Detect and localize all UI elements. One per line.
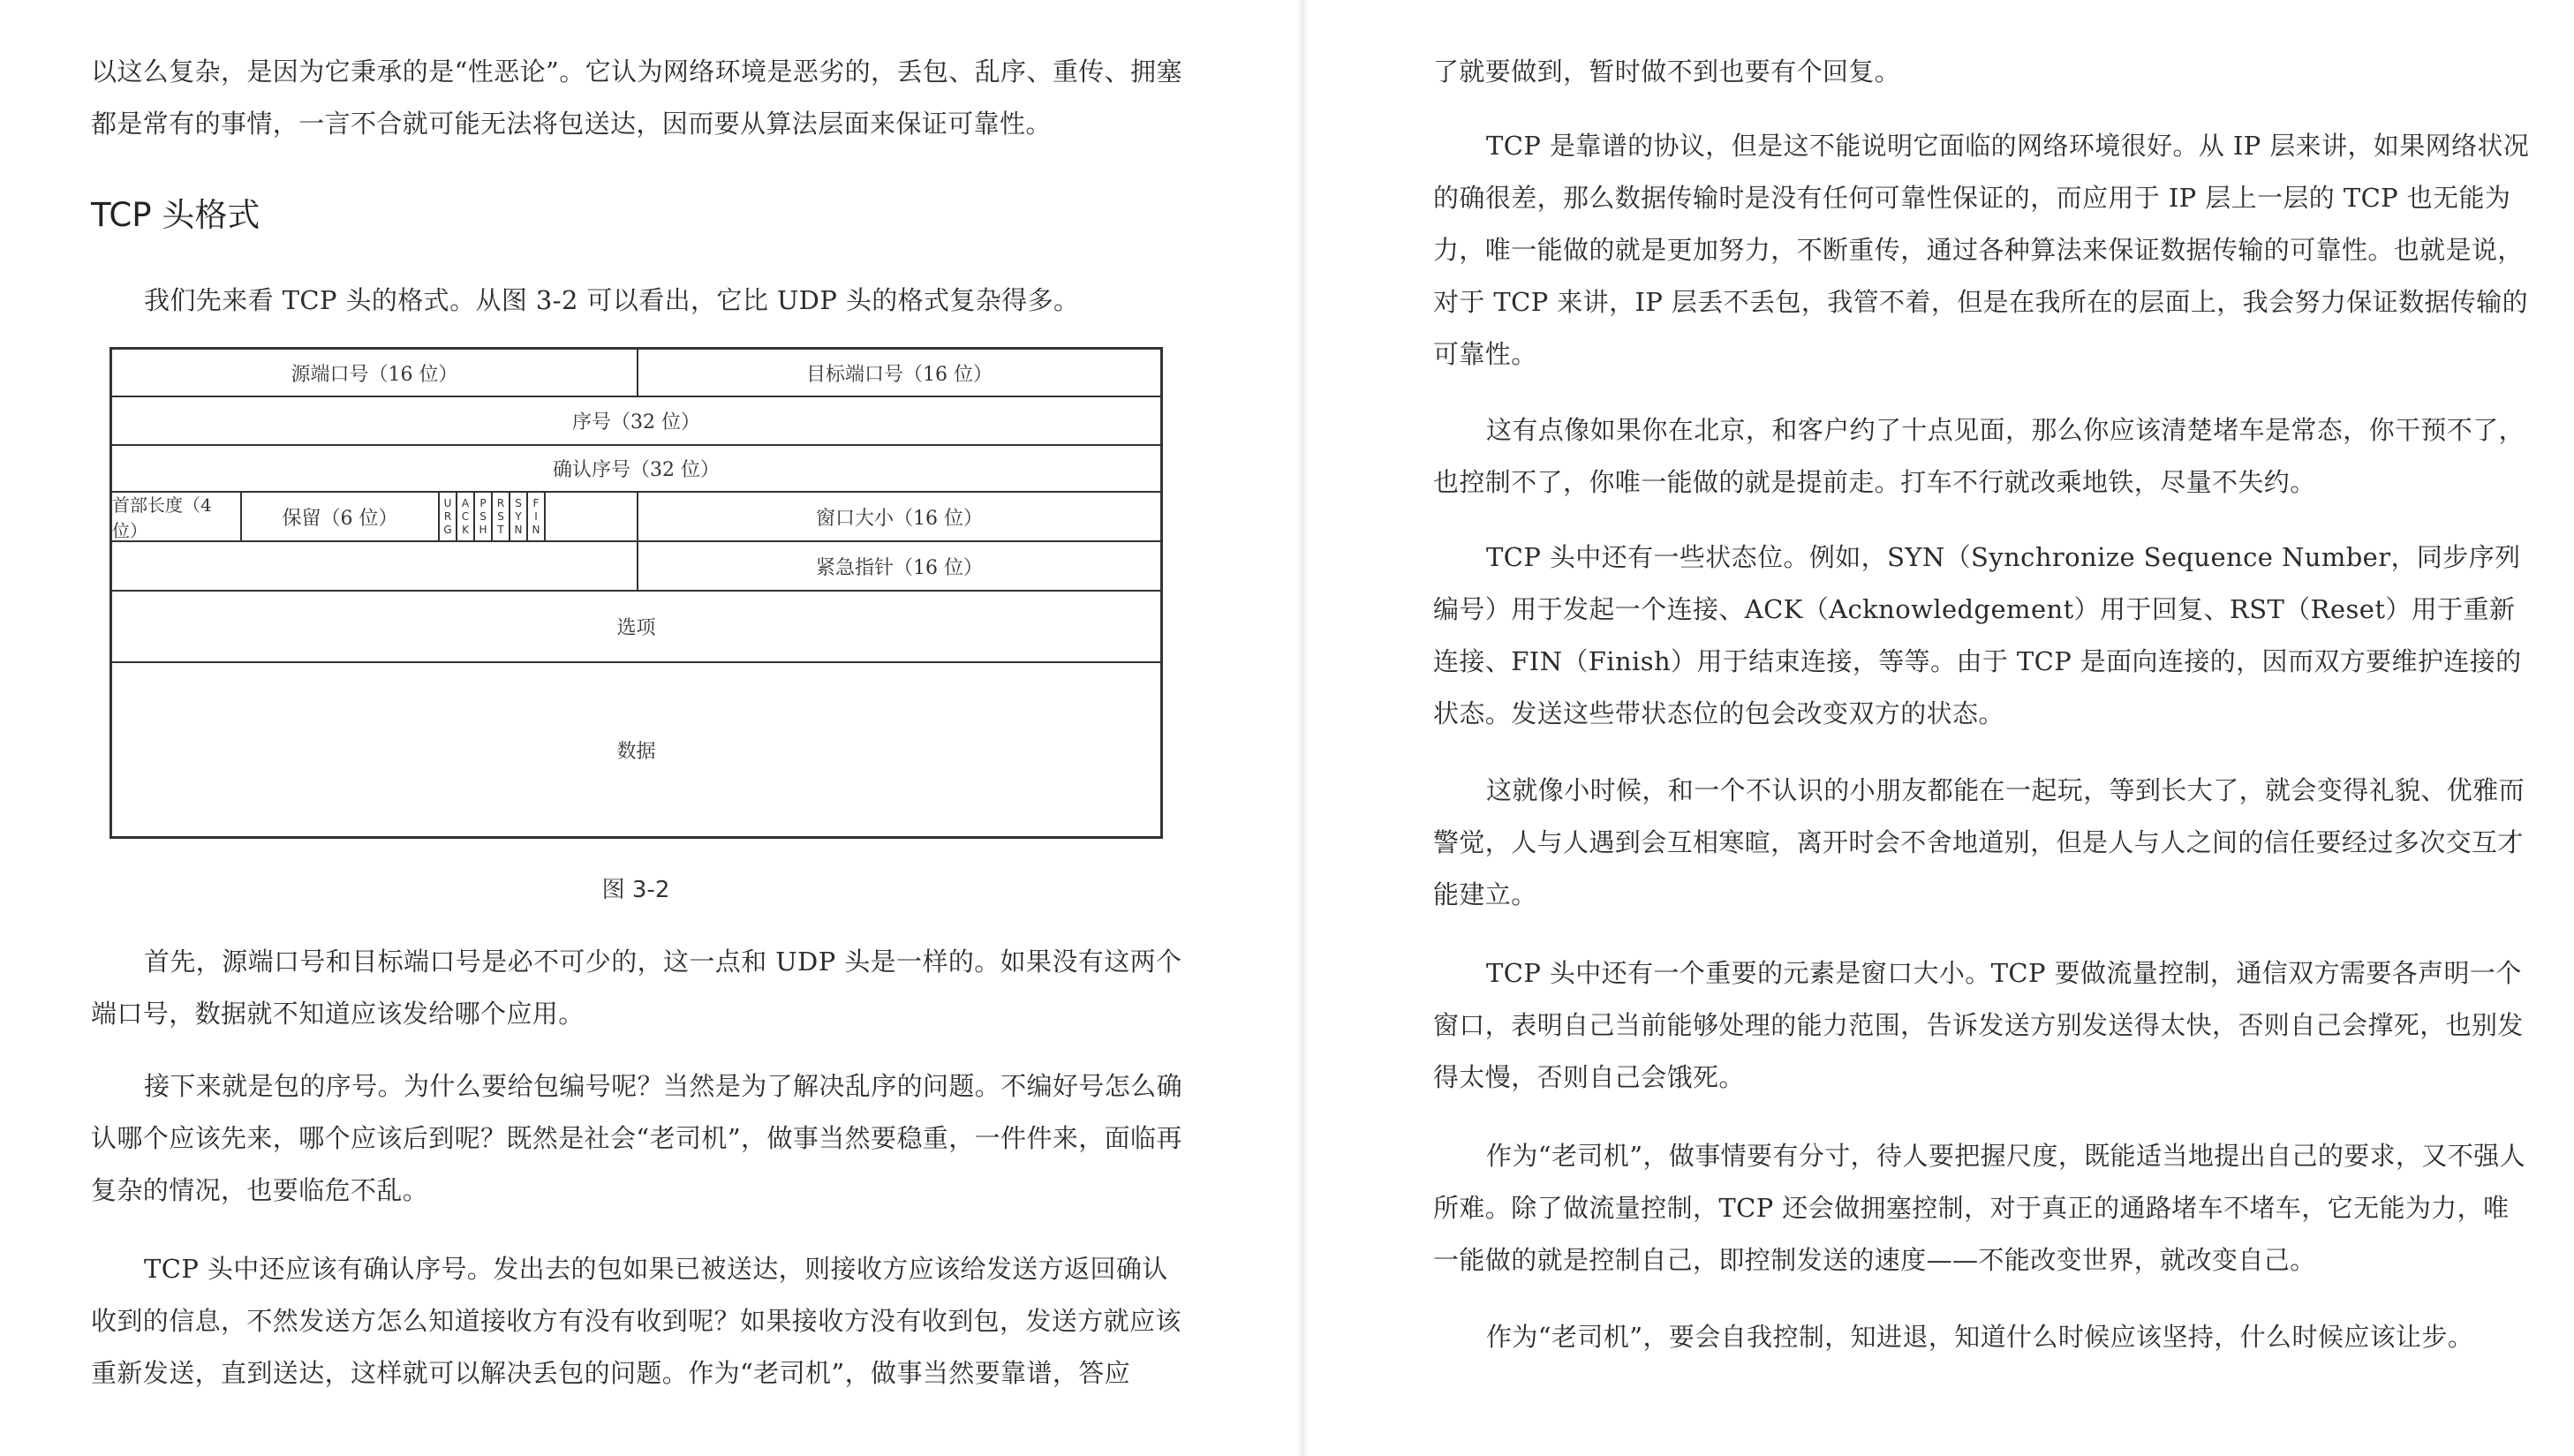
flag-letter: K (462, 523, 469, 536)
flag-urg (439, 493, 457, 540)
header-length-field: 首部长度（4 位） (112, 494, 212, 541)
reserved-field: 保留（6 位） (282, 507, 398, 530)
left-paragraph-2: 首先，源端口号和目标端口号是必不可少的，这一点和 UDP 头是一样的。如果没有这两个端口号，数据就不知道应该发给哪个应用。 (91, 947, 1182, 1029)
flag-ack (457, 493, 474, 540)
right-paragraph-3: 这有点像如果你在北京，和客户约了十点见面，那么你应该清楚堵车是常态，你干预不了，也控制不了，你唯一能做的就是提前走。打车不行就改乘地铁，尽量不失约。 (1433, 415, 2525, 497)
flag-letter: F (532, 496, 540, 509)
options-field: 选项 (616, 617, 656, 639)
window-size-field: 窗口大小（16 位） (816, 507, 983, 530)
flag-letter: I (534, 509, 538, 523)
right-paragraph-6: TCP 头中还有一个重要的元素是窗口大小。TCP 要做流量控制，通信双方需要各声明一个窗口，表明自己当前能够处理的能力范围，告诉发送方别发送得太快，否则自己会撑死，也别发得太慢，否则自己会饿死。 (1433, 958, 2524, 1092)
dest-port-field: 目标端口号（16 位） (806, 363, 993, 386)
flag-letter: U (443, 496, 452, 509)
left-paragraph-4: TCP 头中还应该有确认序号。发出去的包如果已被送达，则接收方应该给发送方返回确认收到的信息，不然发送方怎么知道接收方有没有收到呢？如果接收方没有收到包，发送方就应该重新发送，直到送达，这样就可以解决丢包的问题。作为“老司机”，做事当然要靠谱，答应 (91, 1254, 1181, 1388)
flag-letter: R (443, 509, 452, 523)
left-intro-paragraph: 我们先来看 TCP 头的格式。从图 3-2 可以看出，它比 UDP 头的格式复杂得多。 (144, 285, 1080, 315)
flag-letter: T (497, 523, 504, 536)
flag-letter: A (461, 496, 470, 509)
section-heading: TCP 头格式 (91, 196, 260, 234)
flag-letter: N (514, 523, 523, 536)
urgent-pointer-field: 紧急指针（16 位） (816, 556, 983, 579)
right-paragraph-7: 作为“老司机”，做事情要有分寸，待人要把握尺度，既能适当地提出自己的要求，又不强人所难。除了做流量控制，TCP 还会做拥塞控制，对于真正的通路堵车不堵车，它无能为力，唯一能做的就是控制自己，即控制发送的速度——不能改变世界，就改变自己。 (1433, 1141, 2526, 1275)
flag-psh (474, 493, 492, 540)
flag-syn (510, 493, 527, 540)
data-field: 数据 (616, 740, 656, 763)
flag-letter: N (532, 523, 540, 536)
book-gutter (1295, 0, 1310, 1456)
right-paragraph-5: 这就像小时候，和一个不认识的小朋友都能在一起玩，等到长大了，就会变得礼貌、优雅而警觉，人与人遇到会互相寒暄，离开时会不舍地道别，但是人与人之间的信任要经过多次交互才能建立。 (1433, 775, 2525, 909)
flag-letter: H (479, 523, 487, 536)
flag-letter: S (497, 509, 504, 523)
source-port-field: 源端口号（16 位） (291, 363, 458, 386)
flag-letter: P (479, 496, 487, 509)
flag-letter: C (461, 509, 470, 523)
flag-fin (527, 493, 545, 540)
tcp-header-diagram (109, 347, 1163, 839)
ack-number-field: 确认序号（32 位） (553, 459, 720, 481)
flag-letter: G (443, 523, 452, 536)
left-paragraph-1: 以这么复杂，是因为它秉承的是“性恶论”。它认为网络环境是恶劣的，丢包、乱序、重传、拥塞都是常有的事情，一言不合就可能无法将包送达，因而要从算法层面来保证可靠性。 (91, 57, 1182, 139)
right-paragraph-8: 作为“老司机”，要会自我控制，知进退，知道什么时候应该坚持，什么时候应该让步。 (1486, 1322, 2474, 1352)
flag-letter: S (515, 496, 522, 509)
left-paragraph-3: 接下来就是包的序号。为什么要给包编号呢？当然是为了解决乱序的问题。不编好号怎么确认哪个应该先来，哪个应该后到呢？既然是社会“老司机”，做事当然要稳重，一件件来，面临再复杂的情况，也要临危不乱。 (91, 1071, 1183, 1205)
figure-caption: 图 3-2 (601, 877, 670, 903)
sequence-number-field: 序号（32 位） (572, 411, 700, 434)
flag-letter: Y (515, 509, 522, 523)
right-paragraph-2: TCP 是靠谱的协议，但是这不能说明它面临的网络环境很好。从 IP 层来讲，如果网络状况的确很差，那么数据传输时是没有任何可靠性保证的，而应用于 IP 层上一层的 TCP 也无能为力，唯一能做的就是更加努力，不断重传，通过各种算法来保证数据传输的可靠性。也就是说，对于 TCP 来讲，IP 层丢不丢包，我管不着，但是在我所在的层面上，我会努力保证数据传输的可靠性。 (1433, 131, 2530, 369)
checksum-field (112, 542, 637, 590)
right-page (1310, 0, 2574, 1456)
flag-letter: R (496, 496, 505, 509)
right-paragraph-1: 了就要做到，暂时做不到也要有个回复。 (1433, 57, 1901, 87)
flag-letter: S (479, 509, 487, 523)
right-paragraph-4: TCP 头中还有一些状态位。例如，SYN（Synchronize Sequence Number，同步序列编号）用于发起一个连接、ACK（Acknowledgement）用于回复、RST（Reset）用于重新连接、FIN（Finish）用于结束连接，等等。由于 TCP 是面向连接的，因而双方要维护连接的状态。发送这些带状态位的包会改变双方的状态。 (1433, 542, 2522, 728)
flag-rst (492, 493, 510, 540)
